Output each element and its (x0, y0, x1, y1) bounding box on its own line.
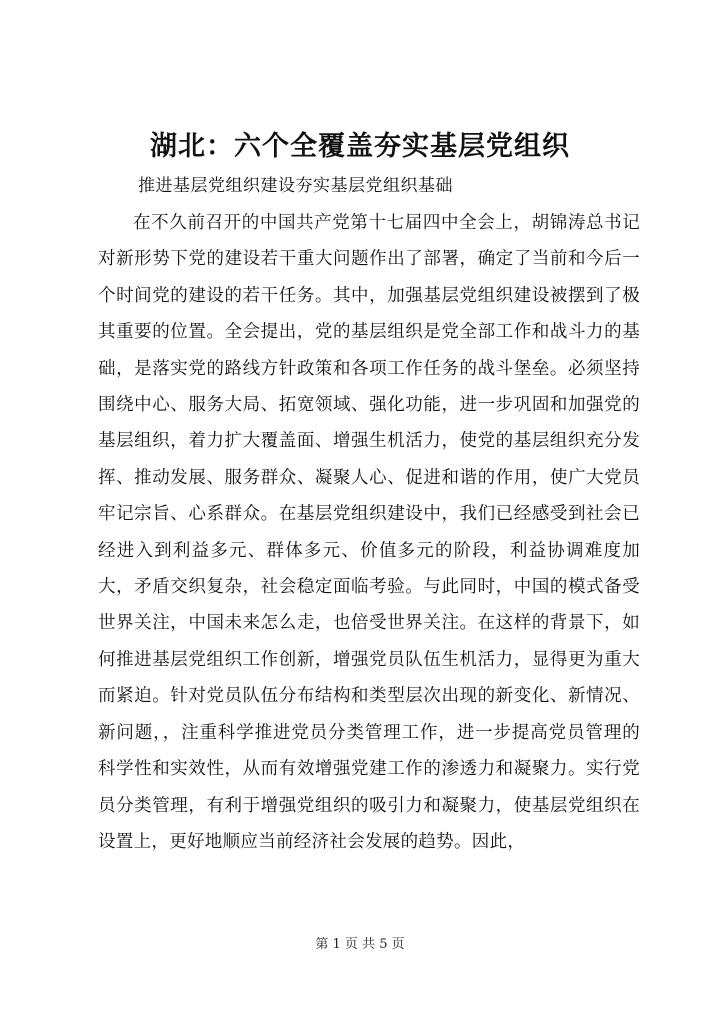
body-paragraph: 在不久前召开的中国共产党第十七届四中全会上，胡锦涛总书记对新形势下党的建设若干重大问题作出了部署，确定了当前和今后一个时间党的建设的若干任务。其中，加强基层党组织建设被摆到了极其重要的位置。全会提出，党的基层组织是党全部工作和战斗力的基础，是落实党的路线方针政策和各项工作任务的战斗堡垒。必须坚持围绕中心、服务大局、拓宽领域、强化功能，进一步巩固和加强党的基层组织，着力扩大覆盖面、增强生机活力，使党的基层组织充分发挥、推动发展、服务群众、凝聚人心、促进和谐的作用，使广大党员牢记宗旨、心系群众。在基层党组织建设中，我们已经感受到社会已经进入到利益多元、群体多元、价值多元的阶段，利益协调难度加大，矛盾交织复杂，社会稳定面临考验。与此同时，中国的模式备受世界关注，中国未来怎么走，也倍受世界关注。在这样的背景下，如何推进基层党组织工作创新，增强党员队伍生机活力，显得更为重大而紧迫。针对党员队伍分布结构和类型层次出现的新变化、新情况、新问题，，注重科学推进党员分类管理工作，进一步提高党员管理的科学性和实效性，从而有效增强党建工作的渗透力和凝聚力。实行党员分类管理，有利于增强党组织的吸引力和凝聚力，使基层党组织在设置上，更好地顺应当前经济社会发展的趋势。因此， (98, 213, 640, 852)
page-number-footer: 第 1 页 共 5 页 (315, 937, 405, 952)
document-subtitle: 推进基层党组织建设夯实基层党组织基础 (138, 176, 453, 196)
document-title: 湖北：六个全覆盖夯实基层党组织 (150, 131, 570, 162)
